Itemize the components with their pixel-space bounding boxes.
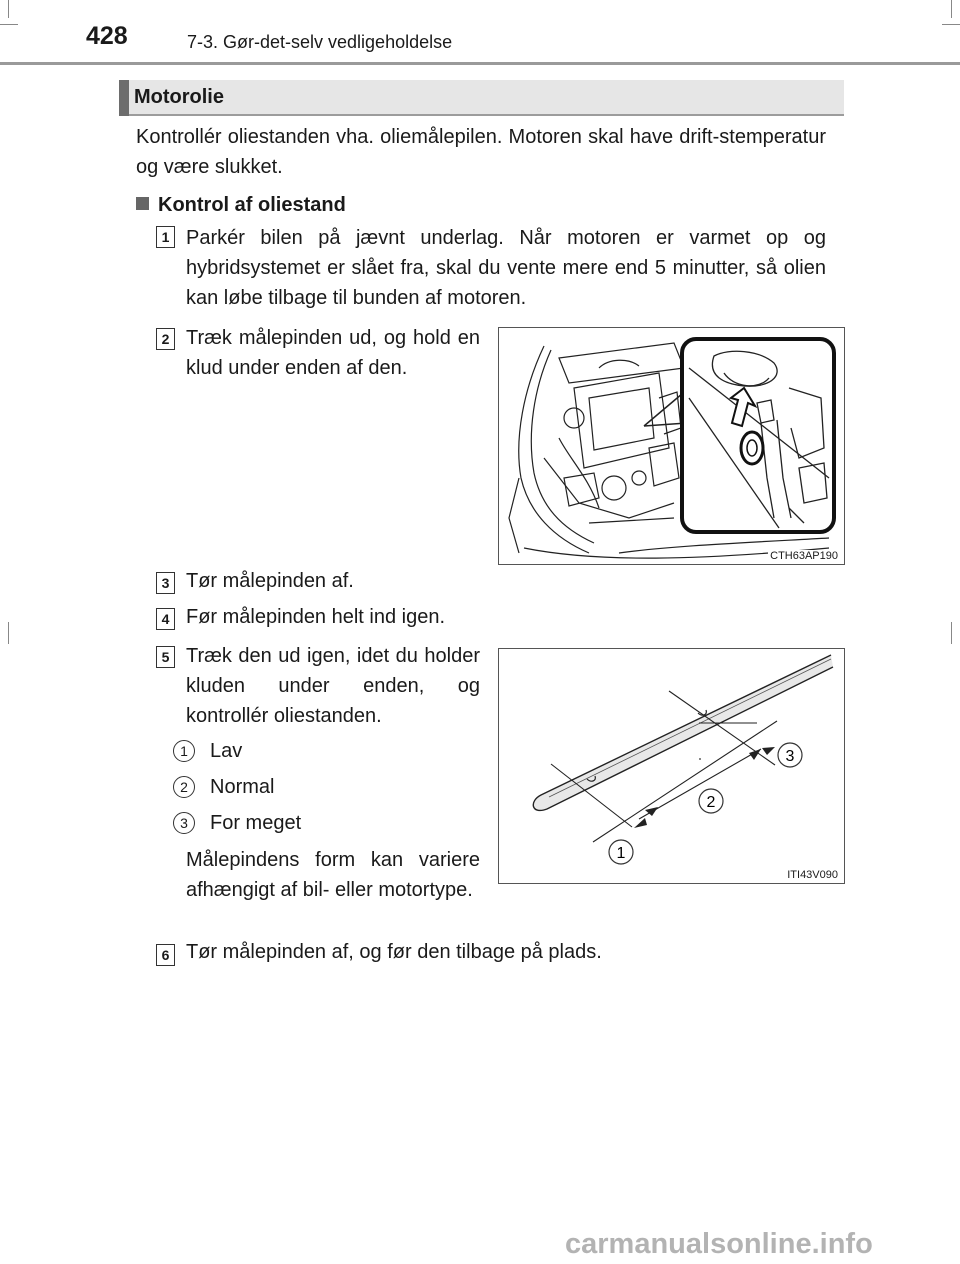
section-accent (119, 80, 129, 116)
step-number-3: 3 (156, 572, 175, 594)
dipstick-callout-1: 1 (616, 845, 626, 862)
section-heading-bar (119, 80, 844, 116)
level-marker-1: 1 (173, 740, 195, 762)
level-label-low: Lav (210, 740, 243, 762)
intro-paragraph: Kontrollér oliestanden vha. oliemålepilen. Motoren skal have drift-stemperatur og være slukket. (136, 126, 826, 178)
step-text-1: Parkér bilen på jævnt underlag. Når motoren er varmet op og hybridsystemet er slået fra, skal du vente mere end 5 minutter, så olien kan løbe tilbage til bunden af motoren. (186, 227, 826, 309)
engine-illustration (499, 328, 844, 564)
dipstick-illustration (499, 649, 844, 883)
crop-mark (8, 622, 9, 644)
crop-mark (8, 0, 9, 18)
step-text-3: Tør målepinden af. (186, 570, 354, 592)
dipstick-figure (498, 648, 845, 884)
level-marker-3: 3 (173, 812, 195, 834)
dipstick-note: Målepindens form kan variere afhængigt af bil- eller motortype. (186, 849, 480, 901)
section-title: Motorolie (134, 86, 224, 108)
engine-figure-code: CTH63AP190 (770, 550, 838, 562)
step-text-5: Træk den ud igen, idet du holder kluden under enden, og kontrollér oliestanden. (186, 645, 480, 727)
page-number: 428 (86, 22, 128, 50)
dipstick-callout-2: 2 (706, 794, 716, 811)
dipstick-figure-code: ITI43V090 (787, 869, 838, 881)
watermark: carmanualsonline.info (565, 1228, 873, 1260)
step-number-1: 1 (156, 226, 175, 248)
step-text-6: Tør målepinden af, og før den tilbage på plads. (186, 941, 602, 963)
crop-mark (942, 24, 960, 25)
step-number-5: 5 (156, 646, 175, 668)
crop-mark (951, 0, 952, 18)
level-marker-2: 2 (173, 776, 195, 798)
level-label-high: For meget (210, 812, 302, 834)
chapter-title: 7-3. Gør-det-selv vedligeholdelse (187, 32, 453, 52)
header-rule (0, 62, 960, 65)
subheading-text: Kontrol af oliestand (158, 194, 346, 216)
step-text-2: Træk målepinden ud, og hold en klud under enden af den. (186, 327, 480, 379)
step-number-2: 2 (156, 328, 175, 350)
crop-mark (951, 622, 952, 644)
engine-bay-figure (498, 327, 845, 565)
square-bullet-icon (136, 197, 149, 210)
step-text-4: Før målepinden helt ind igen. (186, 606, 446, 628)
step-number-6: 6 (156, 944, 175, 966)
dipstick-callout-3: 3 (785, 748, 795, 765)
crop-mark (0, 24, 18, 25)
level-label-normal: Normal (210, 776, 275, 798)
step-number-4: 4 (156, 608, 175, 630)
subheading (136, 190, 346, 220)
